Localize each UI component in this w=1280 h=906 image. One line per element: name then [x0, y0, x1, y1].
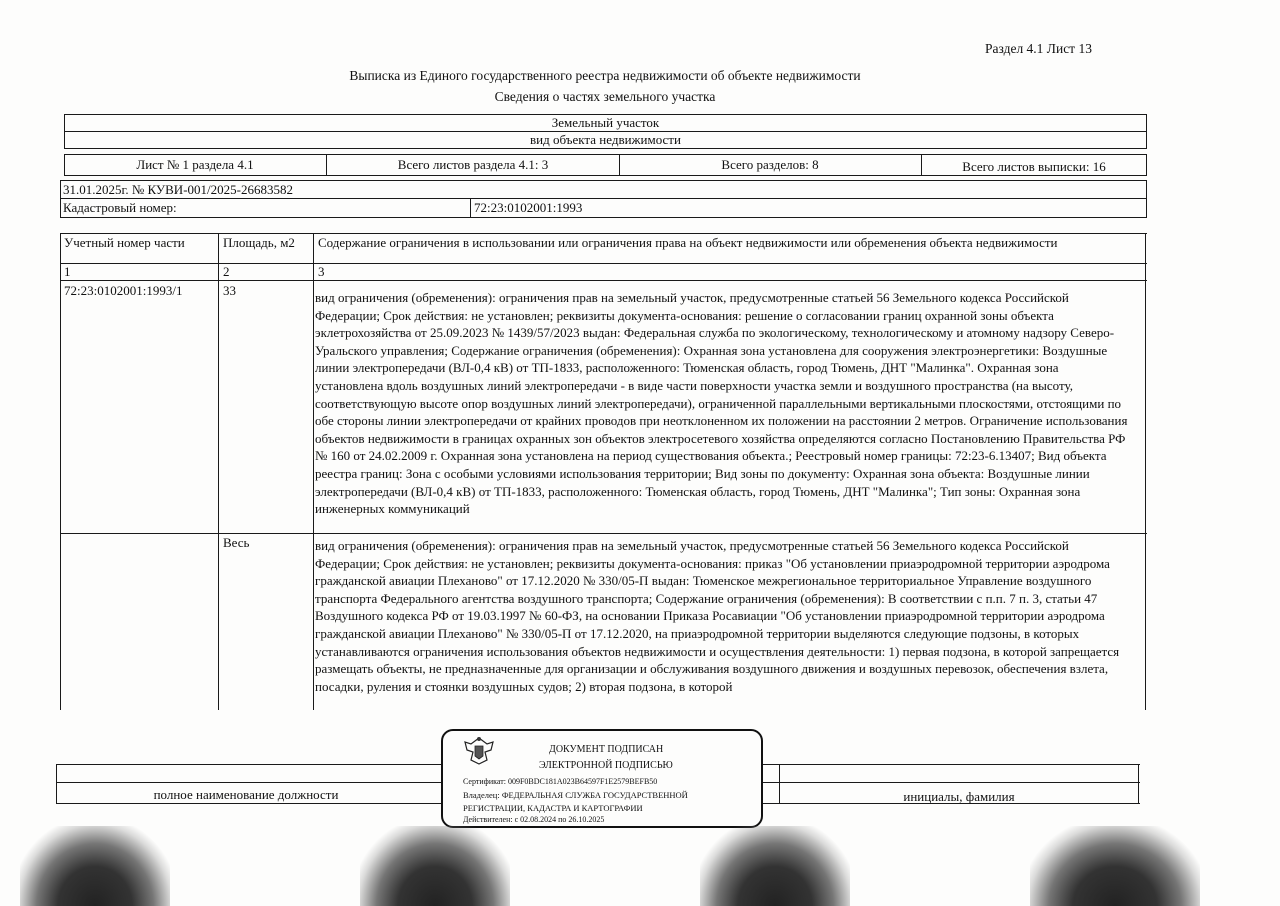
divider	[218, 233, 219, 710]
object-type-label: вид объекта недвижимости	[530, 132, 681, 147]
initials-label: инициалы, фамилия	[903, 789, 1015, 804]
table-row-area: Весь	[223, 535, 250, 550]
document-subtitle: Сведения о частях земельного участка	[494, 89, 716, 104]
header-area: Площадь, м2	[223, 235, 295, 250]
restrictions-table	[60, 233, 1147, 710]
divider	[60, 233, 61, 710]
registration-box	[60, 180, 1147, 218]
table-row-content: вид ограничения (обременения): ограничения прав на земельный участок, предусмотренные статьей 56 Земельного кодекса Российской Федерации; Срок действия: не установлен; реквизиты документа-основания: приказ "Об установлении приаэродромной территории аэродрома гражданской авиации Плеханово" от 17.12.2020 № 330/05-П выдан: Тюменское межрегиональное территориальное Управление воздушного транспорта Федерального агентства воздушного транспорта; Содержание ограничения (обременения): В соответствии с п.п. 7 п. 3, статьи 47 Воздушного кодекса РФ от 19.03.1997 № 60-ФЗ, на основании Приказа Росавиации "Об установлении приаэродромной территории аэродрома гражданской авиации Плеханово" № 330/05-П от 17.12.2020, на приаэродромной территории выделяются следующие подзоны, в которых устанавливаются ограничения использования объектов недвижимости и осуществления деятельности: 1) первая подзона, в которой запрещается размещать объекты, не предназначенные для организации и обслуживания воздушного движения и воздушных перевозок, обеспечения взлета, посадки, руления и стоянки воздушных судов; 2) вторая подзона, в которой	[315, 538, 1120, 694]
index-col-2: 2	[223, 264, 230, 279]
stamp-validity: Действителен: с 02.08.2024 по 26.10.2025	[463, 815, 605, 824]
header-content: Содержание ограничения в использовании или ограничения права на объект недвижимости или обременения объекта недвижимости	[318, 235, 1058, 250]
table-row-area: 33	[223, 283, 236, 298]
scan-artifact	[360, 826, 510, 906]
object-name: Земельный участок	[551, 115, 660, 130]
total-sections: Всего разделов: 8	[721, 157, 819, 172]
table-row-part-number	[61, 535, 67, 537]
stamp-certificate: Сертификат: 009F0BDC181A023B64597F1E2579BEFB50	[463, 777, 658, 786]
cadastral-number: 72:23:0102001:1993	[474, 200, 583, 215]
stamp-title-line1: ДОКУМЕНТ ПОДПИСАН	[549, 744, 664, 755]
total-sheets-section: Всего листов раздела 4.1: 3	[397, 157, 549, 172]
stamp-title-line2: ЭЛЕКТРОННОЙ ПОДПИСЬЮ	[539, 760, 673, 771]
section-sheet-label: Раздел 4.1 Лист 13	[985, 41, 1092, 56]
table-row-part-number: 72:23:0102001:1993/1	[64, 283, 183, 298]
cadastral-label: Кадастровый номер:	[63, 200, 177, 215]
divider	[1138, 764, 1139, 804]
index-col-1: 1	[64, 264, 71, 279]
stamp-owner-line1: Владелец: ФЕДЕРАЛЬНАЯ СЛУЖБА ГОСУДАРСТВЕННОЙ	[463, 790, 688, 800]
extract-date-number: 31.01.2025г. № КУВИ-001/2025-26683582	[63, 182, 293, 197]
position-label: полное наименование должности	[153, 787, 339, 802]
object-box	[64, 114, 1147, 149]
table-row-content: вид ограничения (обременения): ограничения прав на земельный участок, предусмотренные статьей 56 Земельного кодекса Российской Федерации; Срок действия: не установлен; реквизиты документа-основания: решение о согласовании границ охранной зоны объекта эклетрохозяйства от 25.09.2023 № 1439/57/2023 выдан: Федеральная служба по экологическому, технологическому и атомному надзору Северо-Уральского управления; Содержание ограничения (обременения): Охранная зона установлена для сооружения электроэнергетики: Воздушные линии электропередачи (ВЛ-0,4 кВ) от ТП-1833, расположенного: Тюменская область, город Тюмень, ДНТ "Малинка". Охранная зона установлена вдоль воздушных линий электропередачи - в виде части поверхности участка земли и воздушного пространства (на высоту, соответствующую высоте опор воздушных линий электропередачи), ограниченной параллельными вертикальными плоскостями, отстоящими по обе стороны линии электропередачи от крайних проводов при неотклоненном их положении на расстоянии 2 метров. Ограничение использования объектов недвижимости в границах охранных зон объектов электросетевого хозяйства определяются согласно Постановлению Правительства РФ № 160 от 24.02.2009 г. Охранная зона установлена на период существования объекта.; Реестровый номер границы: 72:23-6.13407; Вид объекта реестра границ: Зона с особыми условиями использования территории; Вид зоны по документу: Охранная зона объекта: Воздушные линии электропередачи (ВЛ-0,4 кВ) от ТП-1833, расположенного: Тюменская область, город Тюмень, ДНТ "Малинка"; Тип зоны: Охранная зона инженерных коммуникаций	[315, 290, 1128, 517]
stamp-owner-line2: РЕГИСТРАЦИИ, КАДАСТРА И КАРТОГРАФИИ	[463, 803, 643, 813]
divider	[61, 198, 1146, 199]
scan-artifact	[700, 826, 850, 906]
electronic-signature-stamp	[441, 729, 763, 828]
sheet-info-row	[64, 154, 1147, 176]
coat-of-arms-emblem	[461, 734, 497, 768]
index-col-3: 3	[318, 264, 325, 279]
header-part-number: Учетный номер части	[64, 235, 185, 250]
scan-artifact	[1030, 826, 1200, 906]
document-title: Выписка из Единого государственного реестра недвижимости об объекте недвижимости	[349, 68, 861, 83]
divider	[1145, 233, 1146, 710]
sheet-of-section: Лист № 1 раздела 4.1	[136, 157, 254, 172]
total-sheets-extract: Всего листов выписки: 16	[962, 159, 1106, 174]
scan-artifact	[20, 826, 170, 906]
